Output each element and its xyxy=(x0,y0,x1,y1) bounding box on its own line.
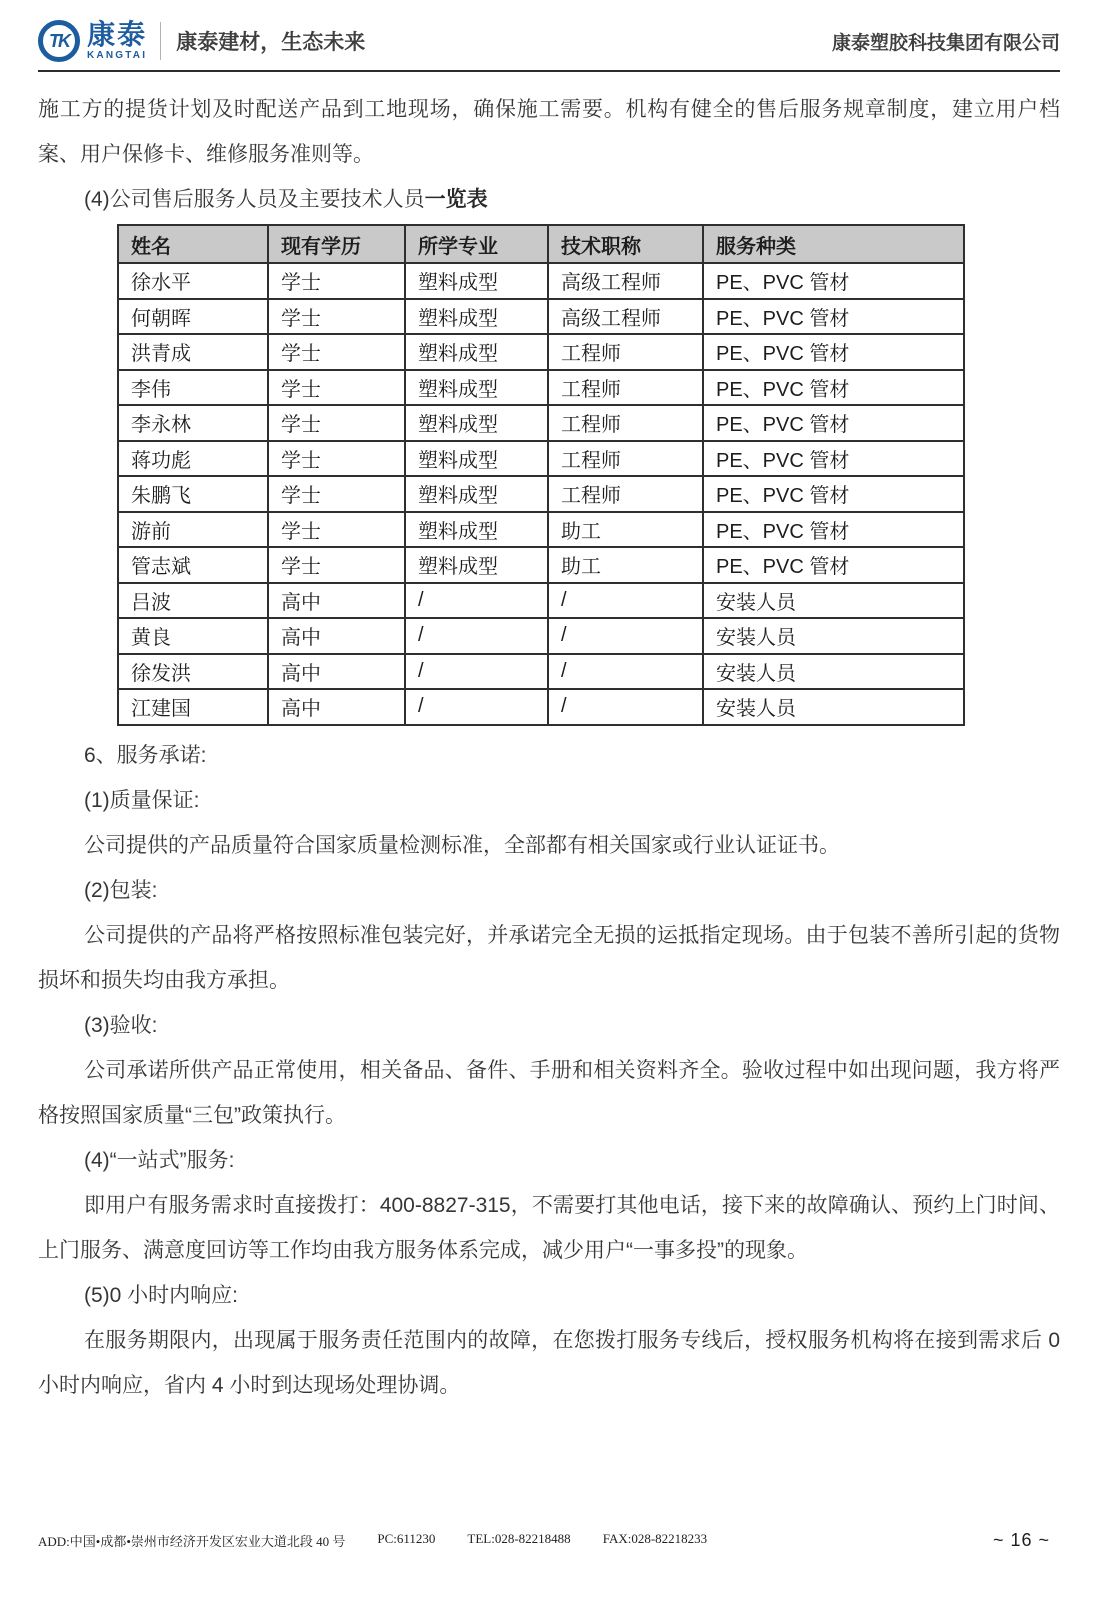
table-cell: 何朝晖 xyxy=(118,299,268,335)
table-cell: PE、PVC 管材 xyxy=(703,441,964,477)
table-cell: 朱鹏飞 xyxy=(118,476,268,512)
table-cell: / xyxy=(548,689,703,725)
service-item-4-body: 即用户有服务需求时直接拨打：400-8827-315，不需要打其他电话，接下来的故障确认、预约上门时间、上门服务、满意度回访等工作均由我方服务体系完成，减少用户“一事多投”的现象。 xyxy=(38,1193,1060,1262)
table-cell: / xyxy=(405,654,548,690)
table-cell: PE、PVC 管材 xyxy=(703,405,964,441)
page-number: ~ 16 ~ xyxy=(992,1530,1050,1550)
personnel-table xyxy=(117,224,965,726)
column-header-major: 所学专业 xyxy=(405,225,548,263)
column-header-name: 姓名 xyxy=(118,225,268,263)
footer-postcode: PC:611230 xyxy=(377,1531,436,1546)
table-cell: 徐发洪 xyxy=(118,654,268,690)
table-cell: 塑料成型 xyxy=(405,405,548,441)
table-cell: 学士 xyxy=(268,263,405,299)
logo-wordmark xyxy=(87,21,147,61)
table-caption-text: (4)公司售后服务人员及主要技术人员 xyxy=(84,188,425,211)
table-cell: 工程师 xyxy=(548,334,703,370)
table-cell: PE、PVC 管材 xyxy=(703,263,964,299)
table-cell: 工程师 xyxy=(548,370,703,406)
table-header-row xyxy=(118,225,964,263)
header-tagline: 康泰建材，生态未来 xyxy=(176,31,366,54)
footer-contact-info xyxy=(38,1531,707,1550)
table-cell: 高级工程师 xyxy=(548,299,703,335)
table-row xyxy=(118,618,964,654)
table-cell: 助工 xyxy=(548,547,703,583)
table-cell: 学士 xyxy=(268,334,405,370)
table-cell: 高级工程师 xyxy=(548,263,703,299)
page-footer xyxy=(38,1530,1050,1551)
service-item-2-body: 公司提供的产品将严格按照标准包装完好，并承诺完全无损的运抵指定现场。由于包装不善所引起的货物损坏和损失均由我方承担。 xyxy=(38,923,1060,992)
table-cell: PE、PVC 管材 xyxy=(703,299,964,335)
table-cell: 李永林 xyxy=(118,405,268,441)
table-cell: 学士 xyxy=(268,299,405,335)
table-cell: 助工 xyxy=(548,512,703,548)
table-cell: 管志斌 xyxy=(118,547,268,583)
table-cell: 洪青成 xyxy=(118,334,268,370)
table-cell: 学士 xyxy=(268,370,405,406)
tk-logo-icon xyxy=(38,20,80,62)
footer-tel: TEL:028-82218488 xyxy=(467,1531,571,1546)
table-cell: 高中 xyxy=(268,618,405,654)
table-cell: 游前 xyxy=(118,512,268,548)
table-cell: 学士 xyxy=(268,441,405,477)
table-cell: 徐水平 xyxy=(118,263,268,299)
table-cell: 高中 xyxy=(268,654,405,690)
service-item-5-body: 在服务期限内，出现属于服务责任范围内的故障，在您拨打服务专线后，授权服务机构将在接到需求后 0 小时内响应，省内 4 小时到达现场处理协调。 xyxy=(38,1328,1060,1397)
service-item-4-heading: (4)“一站式”服务: xyxy=(84,1148,235,1172)
table-caption xyxy=(38,177,1060,222)
table-cell: / xyxy=(548,618,703,654)
table-cell: 学士 xyxy=(268,512,405,548)
table-cell: 学士 xyxy=(268,476,405,512)
footer-address: ADD:中国•成都•崇州市经济开发区宏业大道北段 40 号 xyxy=(38,1534,346,1549)
table-cell: 安装人员 xyxy=(703,583,964,619)
table-cell: 吕波 xyxy=(118,583,268,619)
table-cell: 江建国 xyxy=(118,689,268,725)
table-row xyxy=(118,334,964,370)
table-cell: 工程师 xyxy=(548,405,703,441)
table-cell: 安装人员 xyxy=(703,618,964,654)
table-row xyxy=(118,583,964,619)
service-item-3-body: 公司承诺所供产品正常使用，相关备品、备件、手册和相关资料齐全。验收过程中如出现问题，我方将严格按照国家质量“三包”政策执行。 xyxy=(38,1058,1060,1127)
table-cell: / xyxy=(548,583,703,619)
service-item-2-heading: (2)包装: xyxy=(84,878,158,902)
intro-paragraph: 施工方的提货计划及时配送产品到工地现场，确保施工需要。机构有健全的售后服务规章制度，建立用户档案、用户保修卡、维修服务准则等。 xyxy=(38,98,1060,166)
table-cell: 塑料成型 xyxy=(405,370,548,406)
table-row xyxy=(118,654,964,690)
table-row xyxy=(118,370,964,406)
table-cell: 学士 xyxy=(268,547,405,583)
service-item-3-heading: (3)验收: xyxy=(84,1013,158,1037)
table-row xyxy=(118,263,964,299)
table-row xyxy=(118,476,964,512)
table-cell: 学士 xyxy=(268,405,405,441)
service-title: 6、服务承诺: xyxy=(84,743,207,767)
logo-tk-letters: TK xyxy=(49,30,69,51)
table-cell: 黄良 xyxy=(118,618,268,654)
table-cell: / xyxy=(405,583,548,619)
table-row xyxy=(118,441,964,477)
company-name: 康泰塑胶科技集团有限公司 xyxy=(831,32,1060,54)
table-cell: 安装人员 xyxy=(703,689,964,725)
service-item-5-heading: (5)0 小时内响应: xyxy=(84,1283,239,1307)
table-cell: 蒋功彪 xyxy=(118,441,268,477)
service-item-1-heading: (1)质量保证: xyxy=(84,788,200,812)
table-cell: PE、PVC 管材 xyxy=(703,512,964,548)
column-header-title: 技术职称 xyxy=(548,225,703,263)
table-row xyxy=(118,405,964,441)
logo-name-cn: 康泰 xyxy=(87,19,148,50)
table-cell: 塑料成型 xyxy=(405,512,548,548)
header-divider xyxy=(160,22,161,60)
table-cell: 李伟 xyxy=(118,370,268,406)
table-cell: 塑料成型 xyxy=(405,547,548,583)
personnel-table-wrap xyxy=(117,224,1060,726)
table-cell: PE、PVC 管材 xyxy=(703,334,964,370)
table-cell: 塑料成型 xyxy=(405,441,548,477)
page-header xyxy=(38,0,1060,72)
table-cell: 塑料成型 xyxy=(405,334,548,370)
table-cell: PE、PVC 管材 xyxy=(703,476,964,512)
footer-fax: FAX:028-82218233 xyxy=(602,1531,708,1546)
column-header-education: 现有学历 xyxy=(268,225,405,263)
table-row xyxy=(118,547,964,583)
table-cell: 工程师 xyxy=(548,441,703,477)
table-cell: 塑料成型 xyxy=(405,476,548,512)
table-cell: 高中 xyxy=(268,689,405,725)
column-header-service-type: 服务种类 xyxy=(703,225,964,263)
table-cell: 塑料成型 xyxy=(405,299,548,335)
document-body xyxy=(0,72,1098,1408)
table-cell: / xyxy=(405,689,548,725)
table-cell: PE、PVC 管材 xyxy=(703,547,964,583)
table-cell: / xyxy=(548,654,703,690)
table-cell: 工程师 xyxy=(548,476,703,512)
table-caption-bold: 一览表 xyxy=(424,188,488,211)
service-item-1-body: 公司提供的产品质量符合国家质量检测标准，全部都有相关国家或行业认证证书。 xyxy=(84,833,840,857)
table-cell: PE、PVC 管材 xyxy=(703,370,964,406)
table-row xyxy=(118,689,964,725)
table-cell: 安装人员 xyxy=(703,654,964,690)
table-cell: 高中 xyxy=(268,583,405,619)
kangtai-logo xyxy=(38,20,147,62)
table-row xyxy=(118,512,964,548)
table-cell: 塑料成型 xyxy=(405,263,548,299)
table-row xyxy=(118,299,964,335)
table-cell: / xyxy=(405,618,548,654)
logo-name-en: KANGTAI xyxy=(87,50,148,61)
